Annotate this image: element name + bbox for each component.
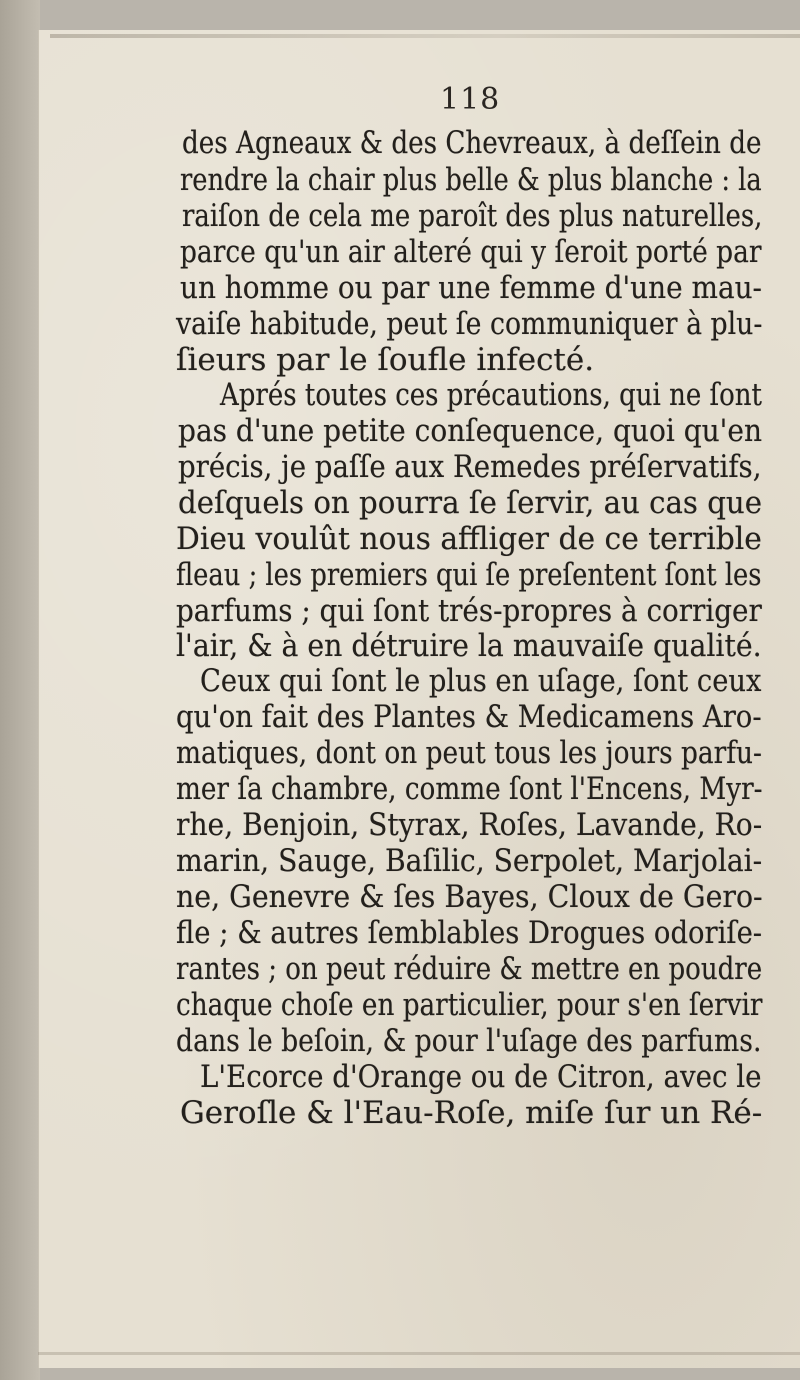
text-line: ſieurs par le ſoufle infecté. [176, 342, 595, 378]
text-line: Aprés toutes ces précautions, qui ne ſont [220, 377, 763, 413]
text-line: L'Ecorce d'Orange ou de Citron, avec le [200, 1059, 762, 1095]
text-line: fleau ; les premiers qui ſe preſentent ſont les [176, 557, 762, 593]
text-line: parce qu'un air alteré qui y ſeroit porté par [180, 234, 762, 270]
text-line: un homme ou par une femme d'une mau- [180, 270, 762, 306]
text-line: dans le beſoin, & pour l'uſage des parfums. [176, 1023, 762, 1059]
text-line: vaiſe habitude, peut ſe communiquer à plu- [176, 306, 763, 342]
text-line: matiques, dont on peut tous les jours parfu- [176, 735, 762, 771]
text-line: deſquels on pourra ſe ſervir, au cas que [178, 485, 763, 521]
text-line: précis, je paſſe aux Remedes préſervatifs, [178, 449, 762, 485]
text-line: ne, Genevre & ſes Bayes, Cloux de Gero- [176, 879, 763, 915]
text-line: qu'on fait des Plantes & Medicamens Aro- [176, 699, 762, 735]
text-line: parfums ; qui ſont trés-propres à corriger [176, 593, 762, 629]
text-line: Ceux qui ſont le plus en uſage, ſont ceux [200, 663, 762, 699]
text-line: Dieu voulût nous affliger de ce terrible [176, 521, 762, 557]
text-line: rendre la chair plus belle & plus blanche : la [180, 162, 762, 198]
text-line: rhe, Benjoin, Styrax, Roſes, Lavande, Ro- [176, 807, 763, 843]
text-line: rantes ; on peut réduire & mettre en poudre [176, 951, 763, 987]
text-line: l'air, & à en détruire la mauvaiſe qualité. [176, 628, 762, 664]
text-line: chaque choſe en particulier, pour s'en ſervir [176, 987, 763, 1023]
text-line: des Agneaux & des Chevreaux, à deſſein de [182, 125, 762, 161]
text-line: Geroſle & l'Eau-Roſe, miſe ſur un Ré- [180, 1095, 763, 1131]
text-line: fle ; & autres ſemblables Drogues odoriſe- [176, 915, 763, 951]
text-line: marin, Sauge, Baſilic, Serpolet, Marjolai- [176, 843, 763, 879]
text-line: pas d'une petite conſequence, quoi qu'en [178, 413, 763, 449]
text-line: raiſon de cela me paroît des plus naturelles, [182, 198, 763, 234]
page-number: 118 [440, 82, 501, 117]
text-line: mer ſa chambre, comme ſont l'Encens, Myr- [176, 771, 763, 807]
